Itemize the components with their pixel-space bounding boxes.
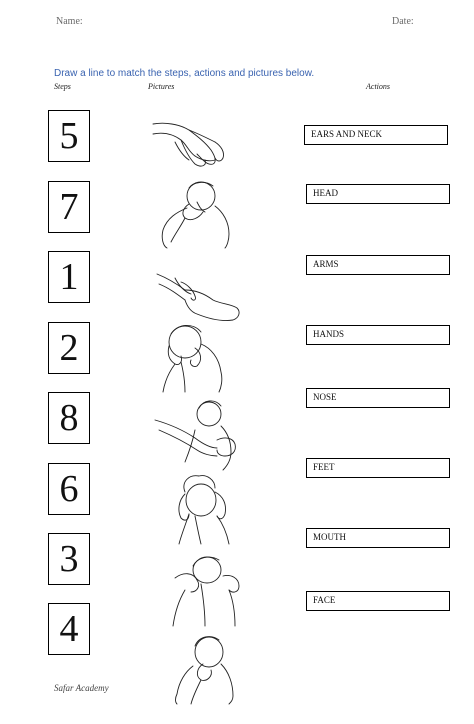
- action-label: FEET: [306, 458, 450, 478]
- action-label: EARS AND NECK: [304, 125, 448, 145]
- step-number: 3: [48, 533, 90, 585]
- step-number: 5: [48, 110, 90, 162]
- mouth-rinsing-icon: [145, 178, 255, 248]
- action-label: HEAD: [306, 184, 450, 204]
- arm-washing-icon: [145, 400, 255, 470]
- action-label: FACE: [306, 591, 450, 611]
- ears-and-neck-wiping-icon: [145, 556, 255, 626]
- column-header-pictures: Pictures: [148, 82, 175, 91]
- date-label: Date:: [392, 16, 414, 27]
- column-header-steps: Steps: [54, 82, 71, 91]
- action-label: NOSE: [306, 388, 450, 408]
- step-number: 8: [48, 392, 90, 444]
- face-washing-icon: [145, 322, 255, 392]
- step-number: 7: [48, 181, 90, 233]
- action-label: HANDS: [306, 325, 450, 345]
- step-number: 2: [48, 322, 90, 374]
- name-label: Name:: [56, 16, 83, 27]
- column-header-actions: Actions: [366, 82, 390, 91]
- nose-rinsing-icon: [145, 634, 255, 704]
- step-number: 6: [48, 463, 90, 515]
- step-number: 4: [48, 603, 90, 655]
- action-label: ARMS: [306, 255, 450, 275]
- step-number: 1: [48, 251, 90, 303]
- feet-washing-icon: [145, 260, 255, 330]
- action-label: MOUTH: [306, 528, 450, 548]
- instructions: Draw a line to match the steps, actions and pictures below.: [54, 68, 315, 79]
- footer-credit: Safar Academy: [54, 683, 109, 693]
- hands-washing-icon: [145, 112, 255, 182]
- head-wiping-icon: [145, 474, 255, 544]
